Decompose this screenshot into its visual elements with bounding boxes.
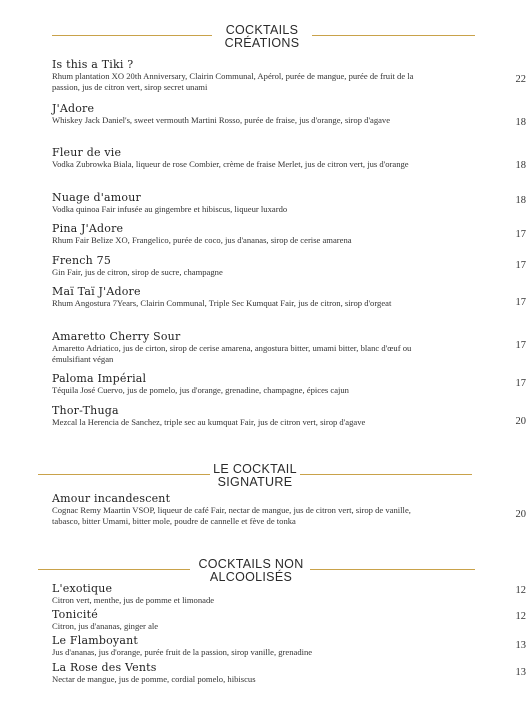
item-name: Tonicité [52,608,98,621]
menu-item [52,608,526,632]
item-description: Rhum Angostura 7Years, Clairin Communal, Triple Sec Kumquat Fair, jus de citron, sirop d'orgeat [52,298,392,308]
menu-item [52,330,526,365]
item-description: Vodka Zubrowka Biala, liqueur de rose Combier, crème de fraise Merlet, jus de citron vert, jus d'orange [52,159,409,169]
menu-item [52,372,526,396]
divider-line-left [52,35,212,36]
item-price: 17 [515,297,526,308]
item-description: Mezcal la Herencia de Sanchez, triple sec au kumquat Fair, jus de citron vert, sirop d'agave [52,417,366,427]
menu-item [52,191,526,215]
menu-item [52,146,526,171]
item-description: Gin Fair, jus de citron, sirop de sucre, champagne [52,267,223,277]
item-name: Fleur de vie [52,146,122,159]
divider-line-right [312,35,475,36]
item-price: 17 [515,340,526,351]
section-title-line-1: LE COCKTAIL [213,462,297,476]
menu-item [52,492,526,527]
item-description: Rhum plantation XO 20th Anniversary, Clairin Communal, Apérol, purée de mangue, purée de fruit de la passion, jus de citron vert, sirop secret unami [52,71,414,92]
item-description: Whiskey Jack Daniel's, sweet vermouth Martini Rosso, purée de fraise, jus d'orange, sirop d'agave [52,115,391,125]
section-title-line-1: COCKTAILS [225,23,299,37]
item-price: 18 [515,117,526,128]
item-name: Maï Taï J'Adore [52,285,141,298]
item-name: Amaretto Cherry Sour [52,330,181,343]
item-description: Vodka quinoa Fair infusée au gingembre et hibiscus, liqueur luxardo [52,204,288,214]
menu-item [52,661,526,685]
divider-line-left [38,474,210,475]
item-price: 13 [515,640,526,651]
item-price: 12 [515,585,526,596]
item-description: Téquila José Cuervo, jus de pomelo, jus d'orange, grenadine, champagne, épices cajun [52,385,349,395]
item-description: Citron, jus d'ananas, ginger ale [52,621,159,631]
menu-item [52,254,526,278]
item-name: Le Flamboyant [52,634,138,647]
menu-item [52,285,526,309]
item-price: 17 [515,229,526,240]
item-description: Citron vert, menthe, jus de pomme et limonade [52,595,215,605]
item-description: Rhum Fair Belize XO, Frangelico, purée de coco, jus d'ananas, sirop de cerise amarena [52,235,352,245]
item-price: 22 [515,74,526,85]
item-name: J'Adore [52,102,95,115]
item-price: 18 [515,160,526,171]
item-name: French 75 [52,254,112,267]
item-name: La Rose des Vents [52,661,157,674]
menu-item [52,102,526,128]
item-price: 20 [515,509,526,520]
item-name: Paloma Impérial [52,372,147,385]
section-title-line-1: COCKTAILS NON [198,557,304,571]
item-price: 17 [515,378,526,389]
menu-item [52,582,526,606]
item-description: Nectar de mangue, jus de pomme, cordial pomelo, hibiscus [52,674,256,684]
item-price: 18 [515,195,526,206]
item-name: Pina J'Adore [52,222,124,235]
divider-line-right [310,569,475,570]
item-name: Nuage d'amour [52,191,141,204]
item-description: Amaretto Adriatico, jus de cirton, sirop de cerise amarena, angostura bitter, umami bitter, blanc d'œuf ou émulsifiant végan [52,343,412,364]
menu-item [52,222,526,246]
menu-item [52,58,526,93]
item-price: 20 [515,416,526,427]
item-name: Is this a Tiki ? [52,58,134,71]
item-name: Thor-Thuga [52,404,119,417]
item-price: 12 [515,611,526,622]
menu-item [52,634,526,658]
section-title-line-2: ALCOOLISÉS [209,570,293,584]
item-price: 13 [515,667,526,678]
item-name: L'exotique [52,582,113,595]
item-description: Cognac Remy Maartin VSOP, liqueur de café Fair, nectar de mangue, jus de citron vert, sirop de vanille, tabasco, bitter Umami, bitter mole, poudre de cannelle et fève de tonka [52,505,411,526]
item-name: Amour incandescent [52,492,171,505]
divider-line-right [300,474,472,475]
section-title-line-2: SIGNATURE [217,475,293,489]
item-price: 17 [515,260,526,271]
item-description: Jus d'ananas, jus d'orange, purée fruit de la passion, sirop vanille, grenadine [52,647,313,657]
divider-line-left [38,569,190,570]
menu-item [52,404,526,428]
section-title-line-2: CRÉATIONS [224,36,300,50]
